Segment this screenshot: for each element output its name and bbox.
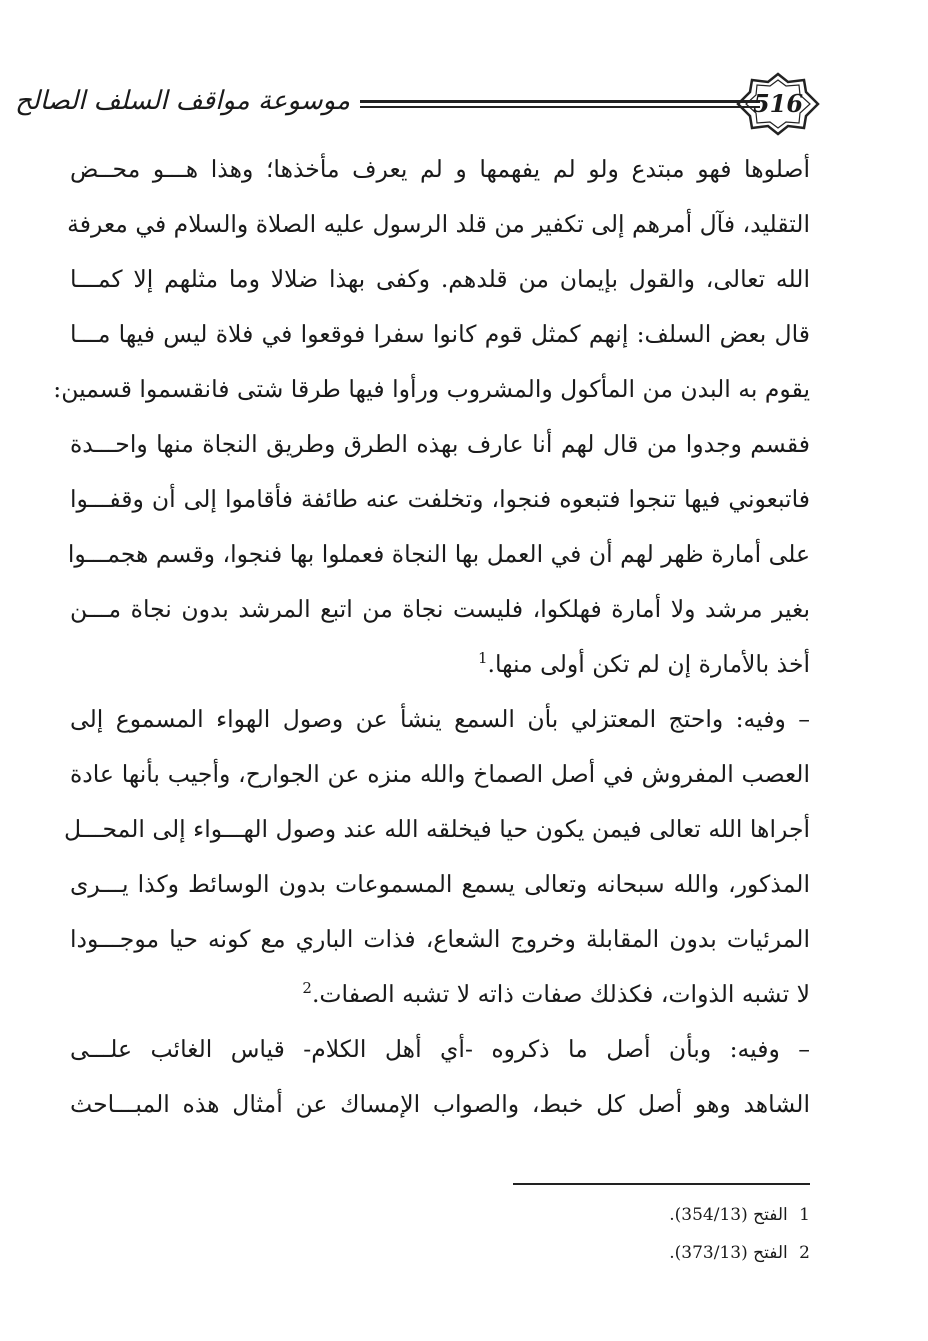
text-line: لا تشبه الذوات، فكذلك صفات ذاته لا تشبه الصفات. [311,980,810,1008]
footnote-number: 2 [799,1243,810,1263]
footnote-mark[interactable]: 2 [302,979,312,997]
text-line: يقوم به البدن من المأكول والمشروب ورأوا فيها طرقا شتى فانقسموا قسمين: [53,375,810,403]
page-number-badge [736,72,820,136]
page-header [15,72,820,142]
text-line: فقسم وجدوا من قال لهم أنا عارف بهذه الطرق وطريق النجاة منها واحـــدة [70,430,810,458]
header-rule [360,100,760,110]
paragraph-end-line [70,637,810,692]
text-line: الله تعالى، والقول بإيمان من قلدهم. وكفى بهذا ضلالا وما مثلهم إلا كمـــا [70,265,810,293]
text-line: أخذ بالأمارة إن لم تكن أولى منها. [487,650,810,678]
footnote-mark[interactable]: 1 [477,649,488,667]
page-number: 516 [752,89,804,118]
text-line: – وفيه: واحتج المعتزلي بأن السمع ينشأ عن وصول الهواء المسموع إلى [70,705,810,733]
text-line: – وفيه: وبأن أصل ما ذكروه -أي أهل الكلام- قياس الغائب علـــى [70,1035,810,1063]
text-line: أصلوها فهو مبتدع ولو لم يفهمها و لم يعرف مأخذها؛ وهذا هـــو محــض [70,155,810,183]
text-line: التقليد، فآل أمرهم إلى تكفير من قلد الرسول عليه الصلاة والسلام في معرفة [67,210,810,238]
text-line: بغير مرشد ولا أمارة فهلكوا، فليست نجاة من اتبع المرشد بدون نجاة مـــن [70,595,810,623]
text-line: المرئيات بدون المقابلة وخروج الشعاع، فذات الباري مع كونه حيا موجـــودا [70,925,810,953]
text-line: أجراها الله تعالى فيمن يكون حيا فيخلقه الله عند وصول الهـــواء إلى المحـــل [64,815,810,843]
text-line: فاتبعوني فيها تنجوا فتبعوه فنجوا، وتخلفت عنه طائفة فأقاموا إلى أن وقفـــوا [70,485,810,513]
running-title: موسوعة مواقف السلف الصالح [15,86,350,116]
footnotes [560,1196,810,1272]
header-rule-thick [360,100,760,103]
footnote-item [560,1196,810,1234]
footnote-text: الفتح (373/13). [669,1243,788,1263]
text-line: العصب المفروش في أصل الصماخ والله منزه عن الجوارح، وأجيب بأنها عادة [70,760,810,788]
paragraph-end-line [70,967,810,1022]
main-text [53,142,810,1132]
header-rule-thin [360,106,760,108]
footnote-item [560,1234,810,1272]
text-line: المذكور، والله سبحانه وتعالى يسمع المسموعات بدون الوسائط وكذا يـــرى [70,870,810,898]
text-line: على أمارة ظهر لهم أن في العمل بها النجاة فعملوا بها فنجوا، وقسم هجمـــوا [67,540,810,568]
footnote-text: الفتح (354/13). [669,1205,788,1225]
text-line: الشاهد وهو أصل كل خبط، والصواب الإمساك عن أمثال هذه المبـــاحث [70,1090,810,1118]
footnote-separator [513,1183,810,1185]
text-line: قال بعض السلف: إنهم كمثل قوم كانوا سفرا فوقعوا في فلاة ليس فيها مـــا [70,320,810,348]
footnote-number: 1 [799,1205,810,1225]
